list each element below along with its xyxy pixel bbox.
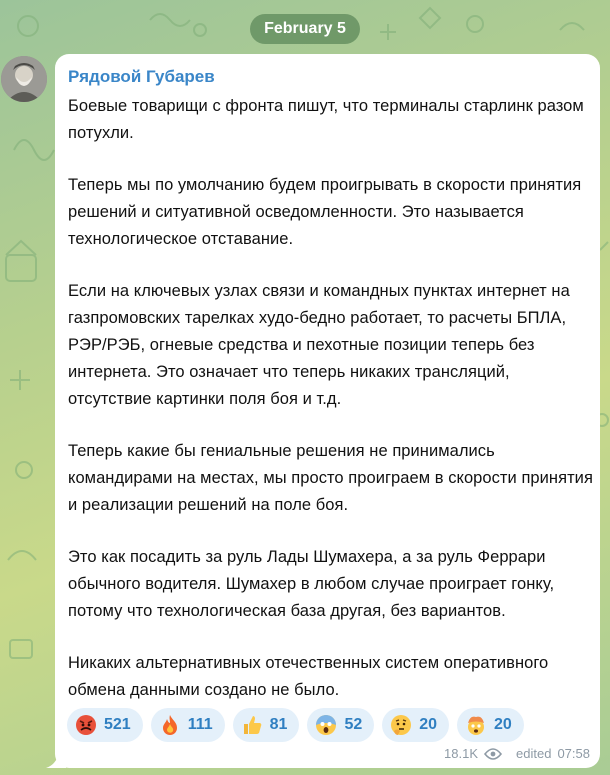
thumbs-up-icon [241,714,263,736]
exploding-head-icon [465,714,487,736]
reaction-count: 20 [494,716,512,733]
reaction-thumbs-up[interactable] [233,708,300,742]
reaction-screaming[interactable] [307,708,374,742]
reaction-count: 521 [104,716,131,733]
reactions-bar [67,708,524,742]
message-text [68,93,593,704]
date-separator: February 5 [250,14,360,44]
reaction-angry[interactable] [67,708,143,742]
reaction-count: 81 [269,716,288,733]
angry-face-icon [75,714,97,736]
view-count: 18.1K [444,746,479,761]
message-meta [444,746,590,761]
reaction-fire[interactable] [151,708,225,742]
message-paragraph: Никаких альтернативных отечественных систем оперативного обмена данными создано не было. [68,654,549,699]
message-paragraph: Теперь какие бы гениальные решения не принимались командирами на местах, мы просто проиграем в скорости принятия и реализации решений на поле боя. [68,442,593,514]
reaction-thinking[interactable] [382,708,449,742]
reaction-count: 111 [187,716,213,733]
message-paragraph: Теперь мы по умолчанию будем проигрывать в скорости принятия решений и ситуативной осведомленности. Это называется технологическое отставание. [68,176,582,248]
message-paragraph: Боевые товарищи с фронта пишут, что терминалы старлинк разом потухли. [68,97,584,142]
eye-icon [484,748,502,760]
message-bubble[interactable] [55,54,600,768]
reaction-count: 20 [419,716,438,733]
thinking-face-icon [390,714,412,736]
message-paragraph: Если на ключевых узлах связи и командных пунктах интернет на газпромовских тарелках худо-бедно работает, то расчеты БПЛА, РЭР/РЭБ, огневые средства и пехотные позиции теперь без интернета. Это означает что теперь никаких трансляций, отсутствие картинки поля боя и т.д. [68,282,570,408]
channel-author-name[interactable]: Рядовой Губарев [68,67,215,86]
edited-label: edited [516,746,552,761]
reaction-exploding-head[interactable] [457,708,524,742]
fire-icon [159,714,181,736]
channel-avatar[interactable] [1,56,47,102]
message-time: 07:58 [557,746,590,761]
avatar-portrait-icon [1,56,47,102]
screaming-face-icon [315,714,337,736]
reaction-count: 52 [344,716,363,733]
message-paragraph: Это как посадить за руль Лады Шумахера, а за руль Феррари обычного водителя. Шумахер в любом случае проиграет гонку, потому что технологическая база другая, без вариантов. [68,548,555,620]
